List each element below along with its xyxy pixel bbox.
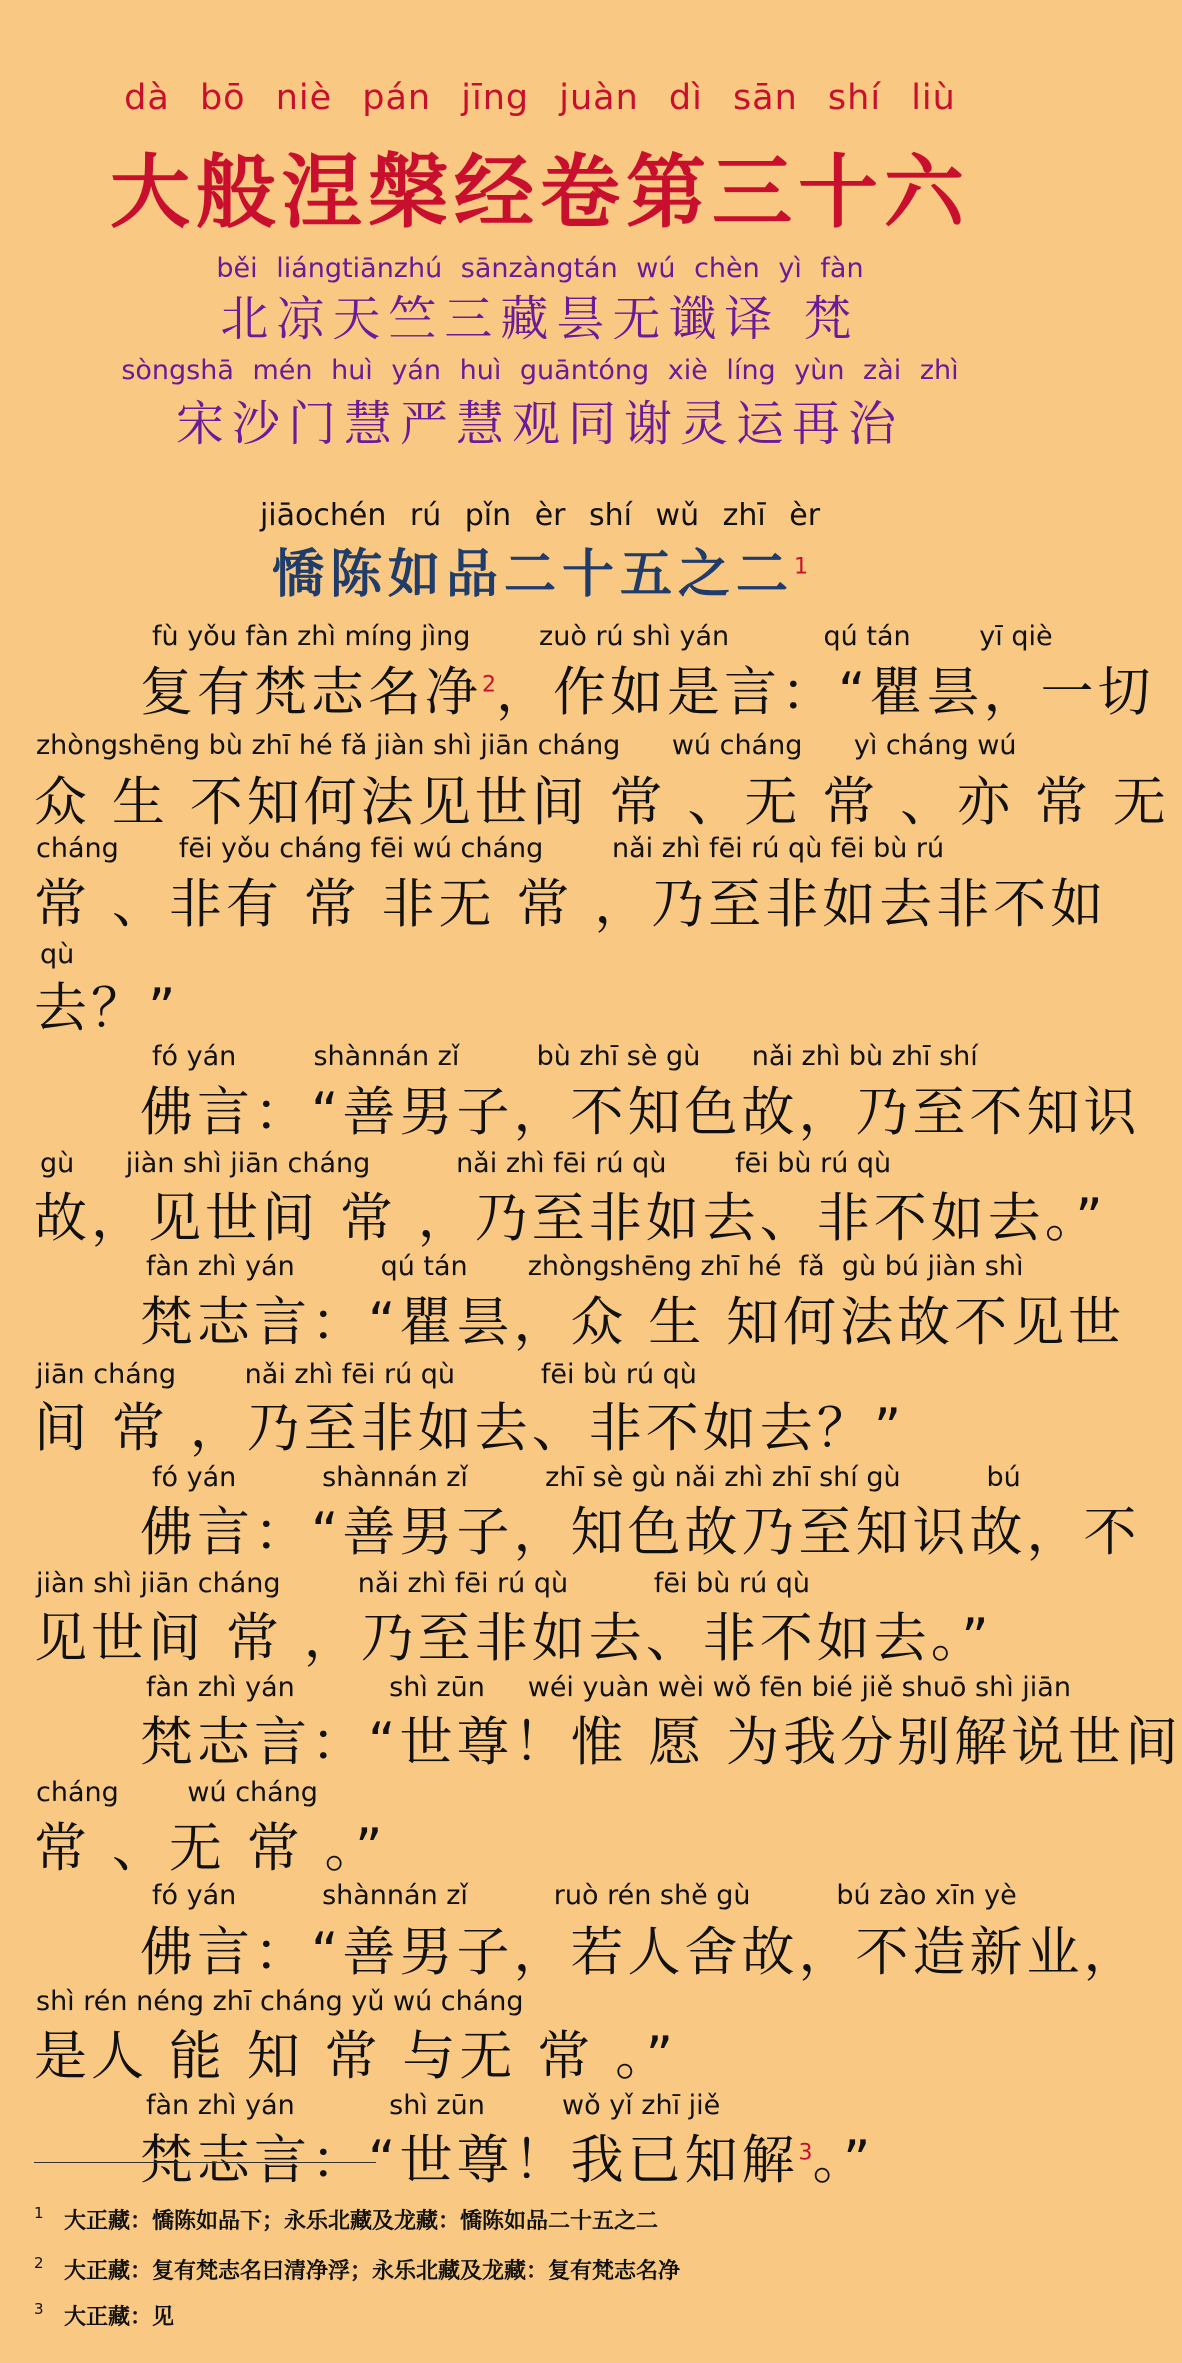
- text-line-1: [140, 650, 1154, 726]
- pinyin-line-14: shì rén néng zhī cháng yǔ wú cháng: [36, 1986, 524, 2017]
- pinyin-line-15: fàn zhì yán shì zūn wǒ yǐ zhī jiě: [146, 2090, 721, 2121]
- translator-pinyin-2: sòngshā mén huì yán huì guāntóng xiè líng yùn zài zhì: [121, 355, 959, 386]
- chapter-title-text: 憍陈如品二十五之二: [271, 545, 794, 605]
- pinyin-line-12: cháng wú cháng: [36, 1777, 318, 1808]
- text-line-13: 佛言：“善男子，若人舍故，不造新业，: [140, 1922, 1141, 1983]
- pinyin-line-5: fó yán shànnán zǐ bù zhī sè gù nǎi zhì bù zhī shí: [152, 1041, 978, 1072]
- text-line-8: 间 常 ，乃至非如去、非不如去？”: [34, 1398, 906, 1459]
- footnote-number: 3: [34, 2300, 44, 2318]
- pinyin-line-7: fàn zhì yán qú tán zhòngshēng zhī hé fǎ gù bú jiàn shì: [146, 1251, 1024, 1282]
- pinyin-line-3: cháng fēi yǒu cháng fēi wú cháng nǎi zhì fēi rú qù fēi bù rú: [36, 833, 945, 864]
- pinyin-line-1: fù yǒu fàn zhì míng jìng zuò rú shì yán qú tán yī qiè: [152, 621, 1053, 652]
- text-line-5: 佛言：“善男子，不知色故，乃至不知识: [140, 1082, 1141, 1143]
- chapter-title: [0, 532, 1080, 607]
- text-line-15b: 。”: [812, 2130, 875, 2191]
- text-line-1a: 复有梵志名净: [140, 662, 482, 723]
- pinyin-line-9: fó yán shànnán zǐ zhī sè gù nǎi zhì zhī shí gù bú: [152, 1462, 1021, 1493]
- text-line-15a: 梵志言：“世尊！我已知解: [140, 2130, 799, 2191]
- footnote-divider: [34, 2162, 376, 2163]
- text-line-1b: ，作如是言：“瞿昙，一切: [496, 662, 1155, 723]
- text-line-9: 佛言：“善男子，知色故乃至知识故，不: [140, 1502, 1141, 1563]
- footnote-number: 2: [34, 2254, 44, 2272]
- pinyin-line-6: gù jiàn shì jiān cháng nǎi zhì fēi rú qù fēi bù rú qù: [40, 1148, 892, 1179]
- pinyin-line-2: zhòngshēng bù zhī hé fǎ jiàn shì jiān cháng wú cháng yì cháng wú: [36, 730, 1017, 761]
- pinyin-line-10: jiàn shì jiān cháng nǎi zhì fēi rú qù fēi bù rú qù: [36, 1568, 811, 1599]
- text-line-11: 梵志言：“世尊！惟 愿 为我分别解说世间: [140, 1712, 1182, 1773]
- text-line-15: [140, 2118, 874, 2194]
- footnote-text: 大正藏：憍陈如品下；永乐北藏及龙藏：憍陈如品二十五之二: [64, 2209, 659, 2234]
- footnote-ref-1: 1: [794, 554, 808, 580]
- text-line-4: 去？”: [34, 978, 180, 1039]
- footnote-2: [34, 2254, 680, 2285]
- pinyin-line-4: qù: [40, 939, 75, 970]
- footnote-text: 大正藏：复有梵志名曰清净浮；永乐北藏及龙藏：复有梵志名净: [64, 2259, 681, 2284]
- title-pinyin: dà bō niè pán jīng juàn dì sān shí liù: [124, 78, 956, 118]
- chapter-pinyin: jiāochén rú pǐn èr shí wǔ zhī èr: [259, 498, 821, 533]
- text-line-3: 常 、非有 常 非无 常 ，乃至非如去非不如: [34, 874, 1108, 935]
- page-title: 大般涅槃经卷第三十六: [110, 146, 970, 239]
- footnote-text: 大正藏：见: [64, 2305, 175, 2330]
- pinyin-line-13: fó yán shànnán zǐ ruò rén shě gù bú zào xīn yè: [152, 1880, 1017, 1911]
- text-line-6: 故，见世间 常 ，乃至非如去、非不如去。”: [34, 1188, 1107, 1249]
- footnote-1: [34, 2204, 658, 2235]
- pinyin-line-8: jiān cháng nǎi zhì fēi rú qù fēi bù rú qù: [36, 1359, 697, 1390]
- footnote-ref-3: 3: [798, 2140, 813, 2166]
- footnote-ref-2: 2: [482, 672, 496, 698]
- text-line-12: 常 、无 常 。”: [34, 1818, 387, 1879]
- pinyin-line-11: fàn zhì yán shì zūn wéi yuàn wèi wǒ fēn bié jiě shuō shì jiān: [146, 1672, 1071, 1703]
- translator-line-2: 宋沙门慧严慧观同谢灵运再治: [175, 396, 904, 452]
- translator-line-1: 北凉天竺三藏昙无谶译 梵: [220, 291, 860, 347]
- footnote-3: [34, 2300, 174, 2331]
- footnote-number: 1: [34, 2204, 44, 2222]
- text-line-10: 见世间 常 ，乃至非如去、非不如去。”: [34, 1608, 993, 1669]
- text-line-14: 是人 能 知 常 与无 常 。”: [34, 2026, 678, 2087]
- text-line-2: 众 生 不知何法见世间 常 、无 常 、亦 常 无: [34, 772, 1170, 833]
- text-line-7: 梵志言：“瞿昙，众 生 知何法故不见世: [140, 1292, 1126, 1353]
- translator-pinyin-1: běi liángtiānzhú sānzàngtán wú chèn yì fàn: [216, 253, 864, 284]
